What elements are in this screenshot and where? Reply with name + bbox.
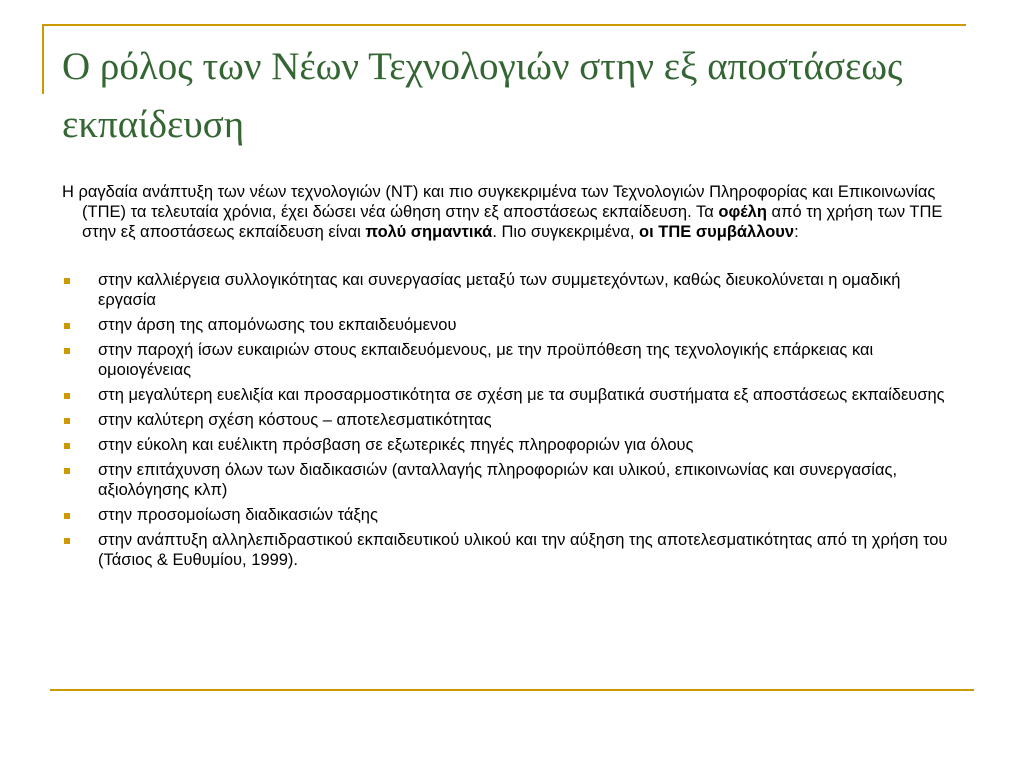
list-item-text: στην επιτάχυνση όλων των διαδικασιών (ανταλλαγής πληροφοριών και υλικού, επικοινωνίας και συνεργασίας, αξιολόγησης κλπ) [98, 461, 898, 499]
list-item-text: στην ανάπτυξη αλληλεπιδραστικού εκπαιδευτικού υλικού και την αύξηση της αποτελεσματικότητας από τη χρήση του (Τάσιος & Ευθυμίου, 1999). [98, 531, 948, 569]
bottom-rule [50, 689, 974, 691]
list-item [62, 505, 962, 525]
intro-text-1: Η ραγδαία ανάπτυξη των νέων τεχνολογιών (ΝΤ) και πιο συγκεκριμένα των Τεχνολογιών Πληροφορίας και Επικοινωνίας (ΤΠΕ) τα τελευταία χρόνια, έχει δώσει νέα ώθηση στην εξ αποστάσεως εκπαίδευση. Τα [62, 183, 936, 221]
benefits-list [62, 270, 962, 570]
list-item-text: στην άρση της απομόνωσης του εκπαιδευόμενου [98, 316, 457, 334]
square-bullet-icon [64, 278, 70, 284]
square-bullet-icon [64, 418, 70, 424]
list-item-text: στην προσομοίωση διαδικασιών τάξης [98, 506, 378, 524]
list-item-text: στην εύκολη και ευέλικτη πρόσβαση σε εξωτερικές πηγές πληροφοριών για όλους [98, 436, 694, 454]
list-item [62, 385, 962, 405]
square-bullet-icon [64, 513, 70, 519]
list-item-text: στη μεγαλύτερη ευελιξία και προσαρμοστικότητα σε σχέση με τα συμβατικά συστήματα εξ αποστάσεως εκπαίδευσης [98, 386, 945, 404]
square-bullet-icon [64, 468, 70, 474]
square-bullet-icon [64, 348, 70, 354]
slide-body [62, 182, 962, 575]
list-item [62, 530, 962, 570]
title-left-rule [42, 24, 44, 94]
intro-bold-contribute: οι ΤΠΕ συμβάλλουν [639, 223, 795, 241]
list-item [62, 460, 962, 500]
intro-text-2: από τη χρήση των ΤΠΕ στην εξ αποστάσεως εκπαίδευση είναι [82, 203, 943, 241]
square-bullet-icon [64, 393, 70, 399]
intro-text-3: . Πιο συγκεκριμένα, [492, 223, 640, 241]
list-item [62, 340, 962, 380]
intro-bold-benefits: οφέλη [718, 203, 767, 221]
list-item [62, 435, 962, 455]
title-top-rule [42, 24, 966, 26]
intro-bold-important: πολύ σημαντικά [365, 223, 493, 241]
list-item-text: στην παροχή ίσων ευκαιριών στους εκπαιδευόμενους, με την προϋπόθεση της τεχνολογικής επάρκειας και ομοιογένειας [98, 341, 874, 379]
list-item [62, 270, 962, 310]
slide-title: Ο ρόλος των Νέων Τεχνολογιών στην εξ αποστάσεως εκπαίδευση [62, 45, 903, 146]
square-bullet-icon [64, 443, 70, 449]
square-bullet-icon [64, 323, 70, 329]
list-item [62, 410, 962, 430]
square-bullet-icon [64, 538, 70, 544]
intro-text-4: : [794, 223, 799, 241]
list-item-text: στην καλύτερη σχέση κόστους – αποτελεσματικότητας [98, 411, 492, 429]
intro-paragraph [62, 182, 962, 242]
list-item [62, 315, 962, 335]
list-item-text: στην καλλιέργεια συλλογικότητας και συνεργασίας μεταξύ των συμμετεχόντων, καθώς διευκολύνεται η ομαδική εργασία [98, 271, 901, 309]
